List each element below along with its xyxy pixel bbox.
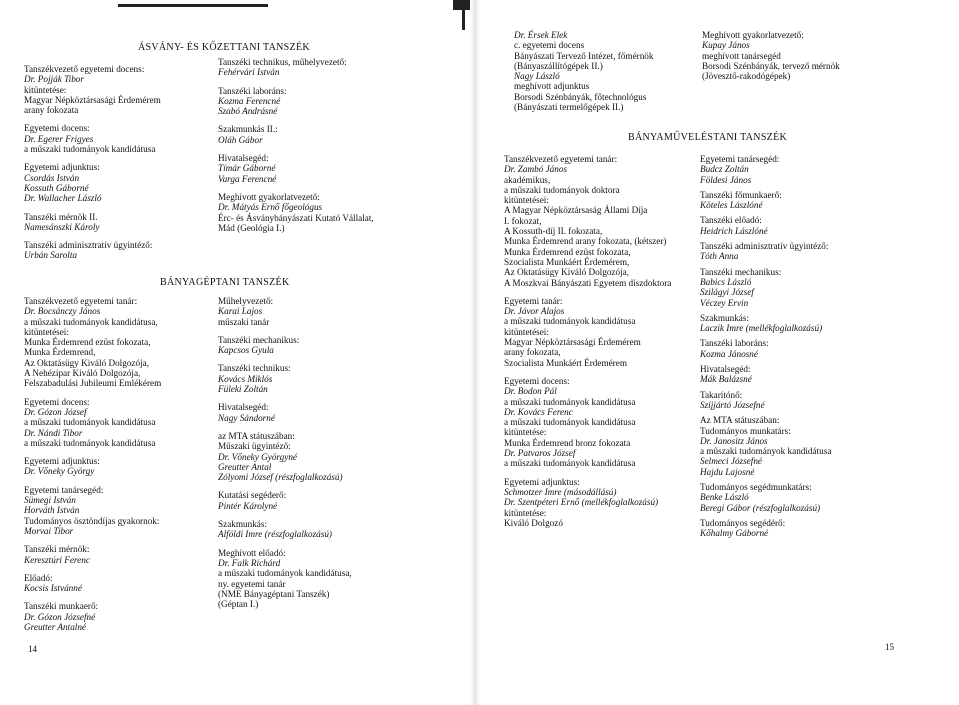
person-name: Dr. Egerer Frigyes <box>24 133 94 144</box>
text-line: Tudományos ösztöndíjas gyakornok: <box>24 515 160 526</box>
spacer <box>218 78 374 86</box>
text-line: Egyetemi adjunktus: <box>24 456 100 467</box>
person-name: Dr. Pojják Tibor <box>24 74 84 85</box>
text-line: a műszaki tudományok doktora <box>504 184 620 195</box>
text-line: Egyetemi tanár: <box>504 295 563 306</box>
person-name: Laczik Imre (mellékfoglalkozású) <box>700 323 823 334</box>
text-line: Egyetemi docens: <box>24 396 90 407</box>
text-line: Műhelyvezető: <box>218 296 274 306</box>
person-name: Kapcsos Gyula <box>218 345 274 356</box>
text-line: műszaki tanár <box>218 316 270 327</box>
text-line: a műszaki tudományok kandidátusa <box>24 144 156 155</box>
text-line: Érc- és Ásványbányászati Kutató Vállalat, <box>218 212 374 223</box>
text-line: Egyetemi tanársegéd: <box>700 154 780 164</box>
person-name: Dr. Vőneky György <box>24 466 95 477</box>
section-title: ÁSVÁNY- ÉS KŐZETTANI TANSZÉK <box>138 42 310 53</box>
person-name: Dr. Bocsánczy János <box>24 306 101 317</box>
page-number: 15 <box>885 642 894 652</box>
text-line: I. fokozat, <box>504 215 542 226</box>
person-name: Szilágyi József <box>700 287 754 298</box>
text-line: A Kossuth-díj II. fokozata, <box>504 226 603 237</box>
text-line: Felszabadulási Jubileumi Emlékérem <box>24 378 162 389</box>
text-line: kitüntetései: <box>504 195 549 206</box>
spacer <box>24 154 161 162</box>
text-line: Takarítónő: <box>700 389 743 400</box>
column <box>514 30 654 112</box>
person-name: Füleki Zoltán <box>218 384 268 395</box>
text-line: kitüntetése: <box>24 84 67 95</box>
text-line: kitüntetése: <box>504 427 547 438</box>
text-line: a műszaki tudományok kandidátusa, <box>218 568 352 579</box>
spacer <box>504 288 671 296</box>
text-line: Az Oktatásügy Kiváló Dolgozója, <box>504 267 630 278</box>
person-name: Mák Balázsné <box>700 374 752 385</box>
text-line: arany fokozata <box>24 105 79 116</box>
person-name: Kossuth Gáborné <box>24 182 89 193</box>
person-name: Szabó Andrásné <box>218 106 278 117</box>
person-name: Urbán Sarolta <box>24 250 78 261</box>
person-name: Dr. Nándi Tibor <box>24 427 83 438</box>
spacer <box>504 469 671 477</box>
text-line: Szakmunkás: <box>218 519 267 530</box>
person-name: Dr. Vőneky Györgyné <box>218 451 297 462</box>
spacer <box>24 389 161 397</box>
person-name: Zólyomi József (részfoglalkozású) <box>218 472 343 483</box>
text-line: Egyetemi adjunktus: <box>24 162 100 173</box>
person-name: Véczey Ervin <box>700 297 749 308</box>
person-name: Kozma Jánosné <box>700 348 758 359</box>
text-line: c. egyetemi docens <box>514 40 585 51</box>
person-name: Dr. Kovács Ferenc <box>504 406 573 417</box>
person-name: Dr. Gózon Józsefné <box>24 611 96 622</box>
text-line: Tanszéki előadó: <box>700 215 762 226</box>
spacer <box>24 448 161 456</box>
spacer <box>24 115 161 123</box>
spacer <box>218 540 352 548</box>
text-line: kitüntetései: <box>24 326 69 337</box>
text-line: Hivatalsegéd: <box>218 402 269 413</box>
spacer <box>218 482 352 490</box>
person-name: Varga Ferencné <box>218 173 277 184</box>
text-line: Tanszéki mérnök II. <box>24 211 98 222</box>
text-line: Tanszéki laboráns: <box>218 85 287 96</box>
person-name: Dr. Zambó János <box>504 164 568 175</box>
person-name: Kozma Ferencné <box>218 95 281 106</box>
spacer <box>24 232 161 240</box>
text-line: Munka Érdemrend ezüst fokozata, <box>24 337 151 348</box>
column <box>702 30 840 81</box>
text-line: Egyetemi adjunktus: <box>504 476 580 487</box>
text-line: Tanszéki munkaerő: <box>24 601 99 612</box>
text-line: a műszaki tudományok kandidátusa <box>700 446 832 457</box>
person-name: Kocsis Istvánné <box>24 583 82 594</box>
text-line: Kiváló Dolgozó <box>504 517 563 528</box>
text-line: akadémikus, <box>504 174 551 185</box>
text-line: Munka Érdemrend, <box>24 347 96 358</box>
text-line: Műszaki ügyintéző: <box>218 441 291 452</box>
section-title: BÁNYAGÉPTANI TANSZÉK <box>160 277 290 288</box>
person-name: Nagy László <box>514 71 560 82</box>
text-line: a műszaki tudományok kandidátusa <box>24 437 156 448</box>
person-name: Beregi Gábor (részfoglalkozású) <box>700 502 821 513</box>
spacer <box>24 536 161 544</box>
text-line: Tanszéki mechanikus: <box>700 266 782 277</box>
text-line: Tudományos segédmunkatárs: <box>700 482 812 493</box>
person-name: Dr. Patvaros József <box>504 448 576 459</box>
text-line: Munka Érdemrend bronz fokozata <box>504 437 631 448</box>
person-name: Köteles Lászlóné <box>700 200 763 211</box>
person-name: Dr. Falk Richárd <box>218 557 281 568</box>
person-name: Kupay János <box>702 40 750 51</box>
spacer <box>218 184 374 192</box>
spacer <box>504 368 671 376</box>
text-line: az MTA státuszában: <box>218 430 295 441</box>
text-line: Tanszéki főmunkaerő: <box>700 189 782 200</box>
text-line: Bányászati Tervező Intézet, főmérnök <box>514 50 654 61</box>
text-line: Tanszéki mérnök: <box>24 544 90 555</box>
person-name: Pintér Károlyné <box>218 500 278 511</box>
text-line: Meghívott gyakorlatvezető: <box>702 30 804 40</box>
person-name: Csordás István <box>24 172 80 183</box>
text-line: a műszaki tudományok kandidátusa <box>24 417 156 428</box>
text-line: Hivatalsegéd: <box>218 153 269 164</box>
text-line: Az Oktatásügy Kiváló Dolgozója, <box>24 357 150 368</box>
text-line: (Géptan I.) <box>218 599 259 610</box>
person-name: Alföldi Imre (részfoglalkozású) <box>218 529 332 540</box>
text-line: Tanszéki laboráns: <box>700 338 769 349</box>
text-line: Tanszékvezető egyetemi tanár: <box>504 154 618 164</box>
text-line: Kutatási segéderő: <box>218 490 287 501</box>
text-line: Tudományos munkatárs: <box>700 425 791 436</box>
text-line: Tanszékvezető egyetemi tanár: <box>24 296 138 306</box>
person-name: Kovács Miklós <box>218 373 273 384</box>
spacer <box>218 355 352 363</box>
text-line: Tanszéki adminisztratív ügyintéző: <box>24 240 153 251</box>
person-name: Dr. Jávor Alajos <box>504 306 565 317</box>
text-line: kitüntetései: <box>504 326 549 337</box>
spacer <box>218 423 352 431</box>
text-line: Munka Érdemrend ezüst fokozata, <box>504 246 631 257</box>
text-line: Egyetemi tanársegéd: <box>24 484 104 495</box>
person-name: Horváth István <box>24 505 80 516</box>
person-name: Greutter Antal <box>218 461 272 472</box>
text-line: (Jövesztő-rakodógépek) <box>702 71 791 82</box>
page-right <box>478 0 959 705</box>
spacer <box>218 145 374 153</box>
text-line: meghívott adjunktus <box>514 81 590 92</box>
text-line: a műszaki tudományok kandidátusa <box>504 396 636 407</box>
text-line: (Bányászati termelőgépek II.) <box>514 102 624 113</box>
text-line: Szocialista Munkáért Érdemérem <box>504 357 627 368</box>
person-name: Kőhalmy Gáborné <box>700 528 769 539</box>
person-name: Nagy Sándorné <box>218 412 275 423</box>
text-line: (Bányaszállítógépek II.) <box>514 60 603 71</box>
spacer <box>218 511 352 519</box>
spacer <box>24 593 161 601</box>
column <box>24 296 161 632</box>
column <box>24 64 161 261</box>
text-line: (NME Bányagéptani Tanszék) <box>218 588 330 599</box>
person-name: Tímár Gáborné <box>218 163 276 174</box>
column <box>218 296 352 609</box>
text-line: Szakmunkás: <box>700 312 749 323</box>
section-title: BÁNYAMŰVELÉSTANI TANSZÉK <box>628 132 788 143</box>
person-name: Dr. Bodon Pál <box>504 386 557 397</box>
text-line: Tanszéki technikus: <box>218 363 291 374</box>
text-line: Tanszéki adminisztratív ügyintéző: <box>700 241 829 252</box>
text-line: Borsodi Szénbányák, tervező mérnök <box>702 60 840 71</box>
person-name: Namesánszki Károly <box>24 221 100 232</box>
spacer <box>24 477 161 485</box>
spacer <box>218 327 352 335</box>
page-number: 14 <box>28 644 37 654</box>
person-name: Babics László <box>700 276 752 287</box>
text-line: A Magyar Népköztársaság Állami Díja <box>504 205 648 216</box>
person-name: Greutter Antalné <box>24 622 87 633</box>
page-left <box>0 0 472 705</box>
text-line: a műszaki tudományok kandidátusa <box>504 316 636 327</box>
person-name: Dr. Gózon József <box>24 406 87 417</box>
person-name: Szíjjártó Józsefné <box>700 399 765 410</box>
text-line: Előadó: <box>24 572 53 583</box>
person-name: Földesi János <box>700 174 752 185</box>
person-name: Karai Lajos <box>218 306 263 317</box>
person-name: Schmotzer Imre (másodállású) <box>504 486 617 497</box>
text-line: Egyetemi docens: <box>504 375 570 386</box>
text-line: Hivatalsegéd: <box>700 364 751 375</box>
text-line: Meghívott előadó: <box>218 547 286 558</box>
spacer <box>24 565 161 573</box>
text-line: a műszaki tudományok kandidátusa, <box>24 316 158 327</box>
text-line: Szakmunkás II.: <box>218 124 278 135</box>
person-name: Fehérvári István <box>218 67 280 78</box>
text-line: A Moszkvai Bányászati Egyetem díszdoktora <box>504 277 672 288</box>
text-line: a műszaki tudományok kandidátusa <box>504 417 636 428</box>
text-line: arany fokozata, <box>504 347 561 358</box>
person-name: Hajdu Lajosné <box>700 466 755 477</box>
text-line: Szocialista Munkáért Érdemérem, <box>504 256 630 267</box>
text-line: Tanszéki technikus, műhelyvezető: <box>218 57 347 67</box>
text-line: Az MTA státuszában: <box>700 415 780 426</box>
column <box>218 57 374 233</box>
person-name: Heidrich Lászlóné <box>700 225 768 236</box>
person-name: Morvai Tibor <box>24 525 74 536</box>
text-line: Borsodi Szénbányák, főtechnológus <box>514 91 647 102</box>
person-name: Keresztúri Ferenc <box>24 554 90 565</box>
text-line: A Nehézipar Kiváló Dolgozója, <box>24 368 141 379</box>
column <box>504 154 671 528</box>
text-line: kitüntetése: <box>504 507 547 518</box>
person-name: Oláh Gábor <box>218 134 263 145</box>
text-line: Magyar Népköztársasági Érdemérem <box>24 94 161 105</box>
text-line: Munka Érdemrend arany fokozata, (kétszer) <box>504 236 667 247</box>
text-line: Tudományos segédérő: <box>700 517 786 528</box>
person-name: Tóth Anna <box>700 251 739 262</box>
text-line: Egyetemi docens: <box>24 123 90 134</box>
spacer <box>218 394 352 402</box>
text-line: a műszaki tudományok kandidátusa <box>504 458 636 469</box>
person-name: Selmeci Józsefné <box>700 456 762 467</box>
spacer <box>218 116 374 124</box>
person-name: Benke László <box>700 492 749 503</box>
person-name: Dr. Janositz János <box>700 435 768 446</box>
text-line: Meghívott gyakorlatvezető: <box>218 191 320 202</box>
text-line: ny. egyetemi tanár <box>218 578 286 589</box>
person-name: Dr. Wallacher László <box>24 193 102 204</box>
column <box>700 154 831 539</box>
person-name: Dr. Mátyás Ernő főgeológus <box>218 202 323 213</box>
text-line: Tanszéki mechanikus: <box>218 334 300 345</box>
text-line: Mád (Geológia I.) <box>218 222 285 233</box>
person-name: Dr. Érsek Elek <box>514 30 568 40</box>
spacer <box>24 204 161 212</box>
text-line: meghívott tanársegéd <box>702 50 781 61</box>
text-line: Magyar Népköztársasági Érdemérem <box>504 337 641 348</box>
text-line: Tanszékvezető egyetemi docens: <box>24 64 145 74</box>
person-name: Sümegi István <box>24 495 76 506</box>
person-name: Budcz Zoltán <box>700 164 749 175</box>
person-name: Dr. Szentpéteri Ernő (mellékfoglalkozású) <box>504 497 659 508</box>
